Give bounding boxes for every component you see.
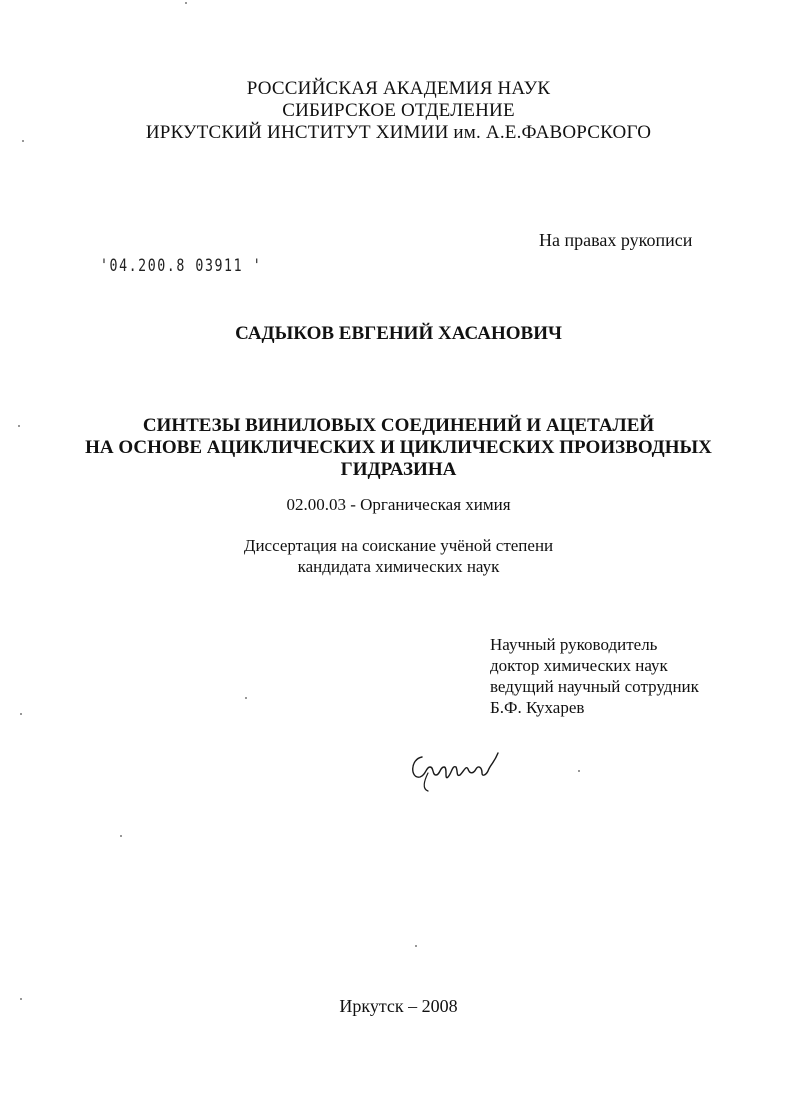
scan-speck xyxy=(120,835,122,837)
scan-speck xyxy=(18,425,20,427)
title-line-2: НА ОСНОВЕ АЦИКЛИЧЕСКИХ И ЦИКЛИЧЕСКИХ ПРОИЗВОДНЫХ xyxy=(85,437,712,458)
specialty-code: 02.00.03 - Органическая химия xyxy=(286,495,511,514)
scan-speck xyxy=(22,140,24,142)
advisor-role: Научный руководитель xyxy=(490,635,658,654)
header-branch: СИБИРСКОЕ ОТДЕЛЕНИЕ xyxy=(282,100,515,121)
scan-speck xyxy=(20,713,22,715)
scan-speck xyxy=(415,945,417,947)
city-year: Иркутск – 2008 xyxy=(339,996,458,1016)
advisor-degree: доктор химических наук xyxy=(490,656,668,675)
author-signature xyxy=(404,745,504,793)
author-name: САДЫКОВ ЕВГЕНИЙ ХАСАНОВИЧ xyxy=(235,323,562,344)
registration-stamp-number: '04.200.8 03911 ' xyxy=(100,256,263,276)
advisor-position: ведущий научный сотрудник xyxy=(490,677,699,696)
title-line-1: СИНТЕЗЫ ВИНИЛОВЫХ СОЕДИНЕНИЙ И АЦЕТАЛЕЙ xyxy=(142,415,655,436)
dissertation-line-2: кандидата химических наук xyxy=(297,557,500,576)
title-line-3: ГИДРАЗИНА xyxy=(340,459,457,480)
advisor-name: Б.Ф. Кухарев xyxy=(490,698,585,717)
scan-speck xyxy=(185,2,187,4)
scan-speck xyxy=(20,998,22,1000)
scan-speck xyxy=(578,770,580,772)
scan-speck xyxy=(245,697,247,699)
header-academy: РОССИЙСКАЯ АКАДЕМИЯ НАУК xyxy=(246,78,551,99)
header-institute: ИРКУТСКИЙ ИНСТИТУТ ХИМИИ им. А.Е.ФАВОРСКОГО xyxy=(145,122,652,143)
dissertation-line-1: Диссертация на соискание учёной степени xyxy=(243,536,554,555)
rights-note: На правах рукописи xyxy=(539,230,693,250)
